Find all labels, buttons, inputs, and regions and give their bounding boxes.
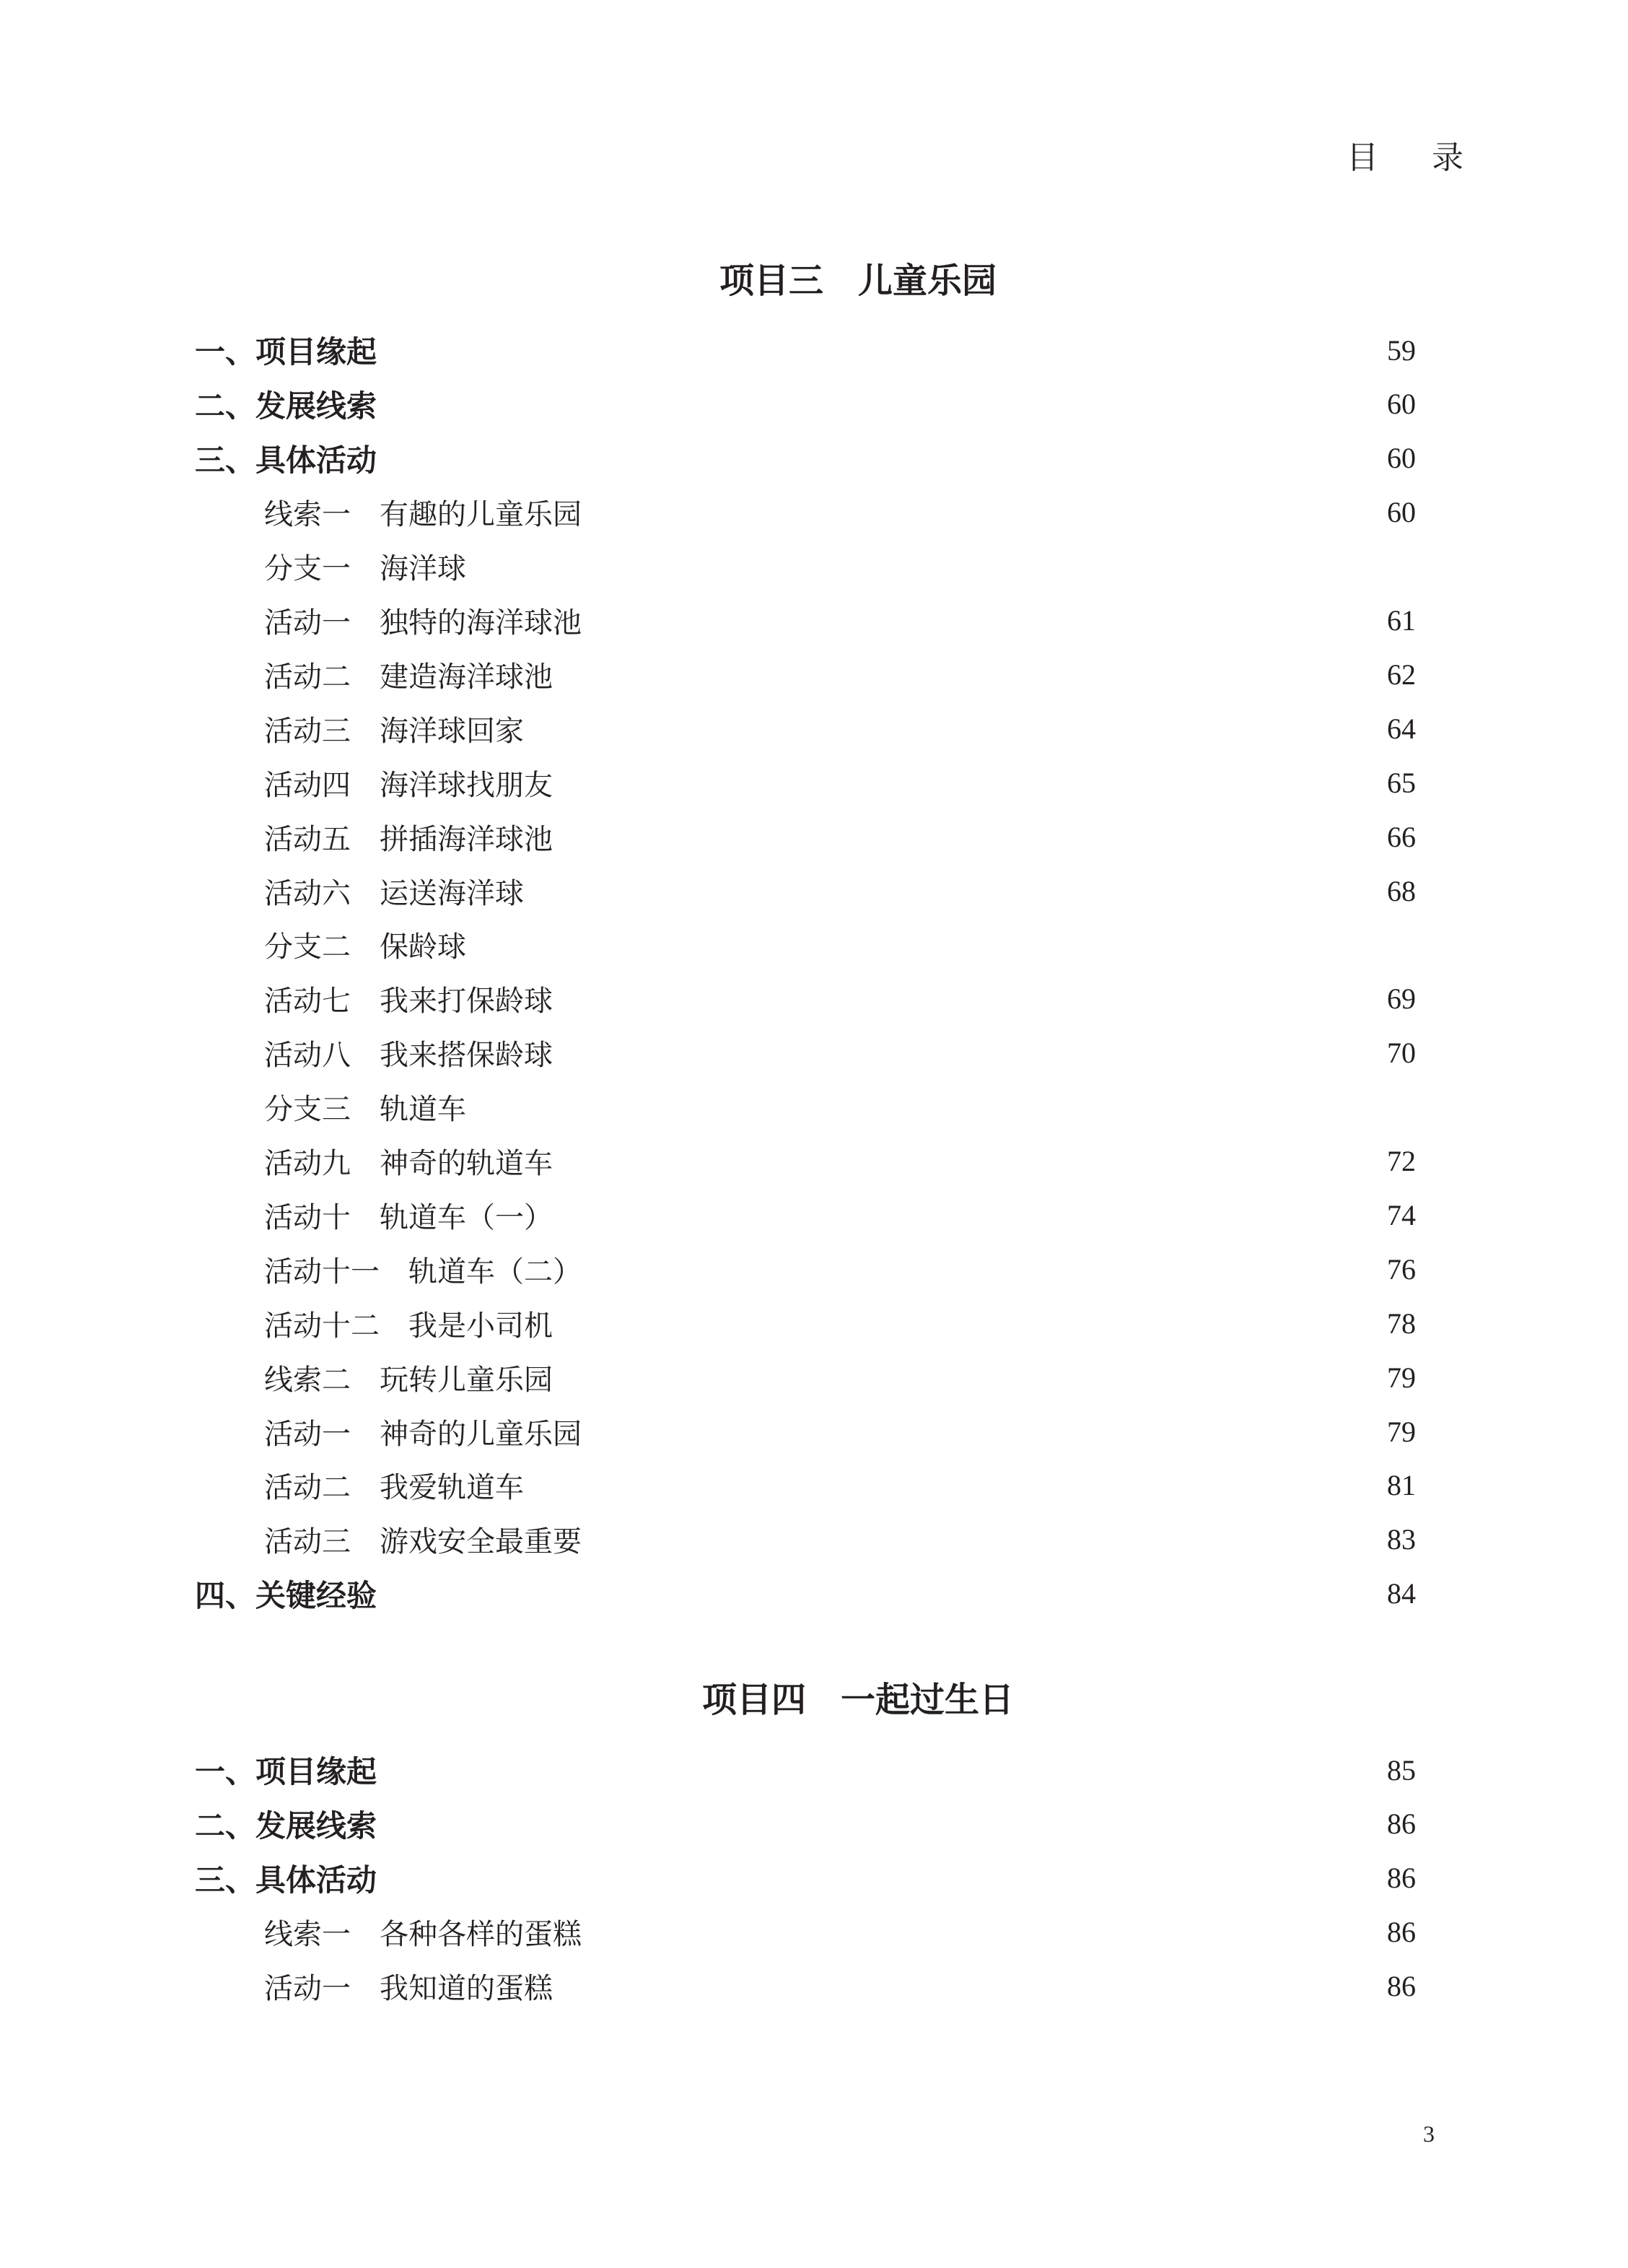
toc-entry-page: 61 [1387,604,1416,637]
toc-entry-label: 活动一 我知道的蛋糕 [264,1972,553,2006]
toc-entry [264,1140,1416,1183]
toc-entry-page: 83 [1387,1523,1416,1556]
toc-entry-label: 分支一 海洋球 [264,552,466,586]
toc-entry-page: 86 [1387,1862,1416,1895]
toc-entry-page: 65 [1387,766,1416,799]
toc-entry-label: 活动一 独特的海洋球池 [264,606,582,640]
toc-entry-page: 78 [1387,1307,1416,1340]
toc-entry-page: 74 [1387,1198,1416,1231]
toc-entry [195,437,1416,480]
toc-entry-label: 分支三 轨道车 [264,1093,466,1127]
toc-entry-page: 85 [1387,1753,1416,1787]
toc-entry [264,1518,1416,1561]
toc-entry [195,383,1416,426]
toc-entry [195,328,1416,372]
toc-entry [195,1802,1416,1846]
toc-header: 目 录 [1347,139,1485,176]
toc-entry-label: 活动三 海洋球回家 [264,714,524,748]
toc-entry [264,1965,1416,2008]
toc-entry [264,815,1416,858]
toc-entry [264,1247,1416,1291]
toc-entry [264,1410,1416,1453]
toc-entry-page: 69 [1387,982,1416,1016]
toc-entry [264,1031,1416,1075]
toc-entry [195,1857,1416,1900]
toc-entry [264,761,1416,804]
toc-entry-page: 84 [1387,1577,1416,1610]
toc-entry-label: 活动十 轨道车（一） [264,1200,553,1234]
toc-entry-page: 79 [1387,1361,1416,1394]
toc-entry [264,707,1416,750]
toc-entry-label: 三、具体活动 [195,1862,377,1898]
project-title: 项目四 一起过生日 [701,1680,1014,1720]
toc-entry-label: 活动三 游戏安全最重要 [264,1525,582,1559]
toc-entry-label: 二、发展线索 [195,388,377,424]
toc-entry-label: 活动十一 轨道车（二） [264,1255,582,1288]
toc-entry-label: 活动四 海洋球找朋友 [264,768,553,802]
toc-entry [264,923,1416,967]
toc-entry-page: 86 [1387,1807,1416,1841]
toc-entry-page: 60 [1387,496,1416,529]
toc-entry-label: 活动八 我来搭保龄球 [264,1039,553,1073]
toc-entry-page: 68 [1387,874,1416,907]
project-title: 项目三 儿童乐园 [719,261,997,301]
toc-entry-page: 62 [1387,658,1416,691]
toc-entry-label: 一、项目缘起 [195,1754,377,1789]
toc-entry [264,869,1416,912]
toc-entry [264,1911,1416,1954]
toc-entry [264,1464,1416,1507]
toc-entry [264,545,1416,588]
toc-entry-label: 活动十二 我是小司机 [264,1309,553,1343]
toc-entry [264,491,1416,534]
toc-entry-label: 活动二 我爱轨道车 [264,1471,524,1505]
toc-entry [264,1356,1416,1399]
toc-entry-page: 81 [1387,1469,1416,1502]
toc-entry-page: 64 [1387,712,1416,745]
toc-entry-page: 60 [1387,442,1416,475]
toc-entry [264,1193,1416,1237]
toc-entry-page: 86 [1387,1970,1416,2003]
toc-entry-page: 79 [1387,1415,1416,1448]
toc-entry-label: 二、发展线索 [195,1807,377,1844]
toc-entry-page: 86 [1387,1916,1416,1949]
toc-entry-label: 活动二 建造海洋球池 [264,660,553,694]
toc-entry-page: 59 [1387,333,1416,367]
page-number: 3 [1423,2121,1435,2147]
toc-entry [264,977,1416,1021]
toc-entry [264,1086,1416,1129]
toc-entry [264,653,1416,696]
toc-entry-page: 66 [1387,820,1416,853]
toc-entry-page: 70 [1387,1037,1416,1070]
toc-entry-page: 76 [1387,1252,1416,1286]
toc-entry-label: 分支二 保龄球 [264,930,466,964]
toc-entry-label: 活动六 运送海洋球 [264,876,524,910]
toc-entry-label: 三、具体活动 [195,442,377,478]
toc-entry-label: 线索一 有趣的儿童乐园 [264,498,582,532]
toc-entry-label: 活动一 神奇的儿童乐园 [264,1417,582,1451]
toc-entry [264,599,1416,642]
toc-entry-label: 活动五 拼插海洋球池 [264,822,553,856]
toc-entry-page: 72 [1387,1145,1416,1177]
toc-entry [195,1572,1416,1615]
toc-entry [195,1748,1416,1792]
toc-entry-label: 线索二 玩转儿童乐园 [264,1363,553,1397]
toc-entry-label: 活动七 我来打保龄球 [264,985,553,1019]
toc-entry-label: 线索一 各种各样的蛋糕 [264,1918,582,1952]
toc-entry [264,1301,1416,1345]
toc-entry-page: 60 [1387,388,1416,421]
toc-entry-label: 活动九 神奇的轨道车 [264,1147,553,1180]
toc-entry-label: 四、关键经验 [195,1577,377,1613]
toc-entry-label: 一、项目缘起 [195,334,377,370]
